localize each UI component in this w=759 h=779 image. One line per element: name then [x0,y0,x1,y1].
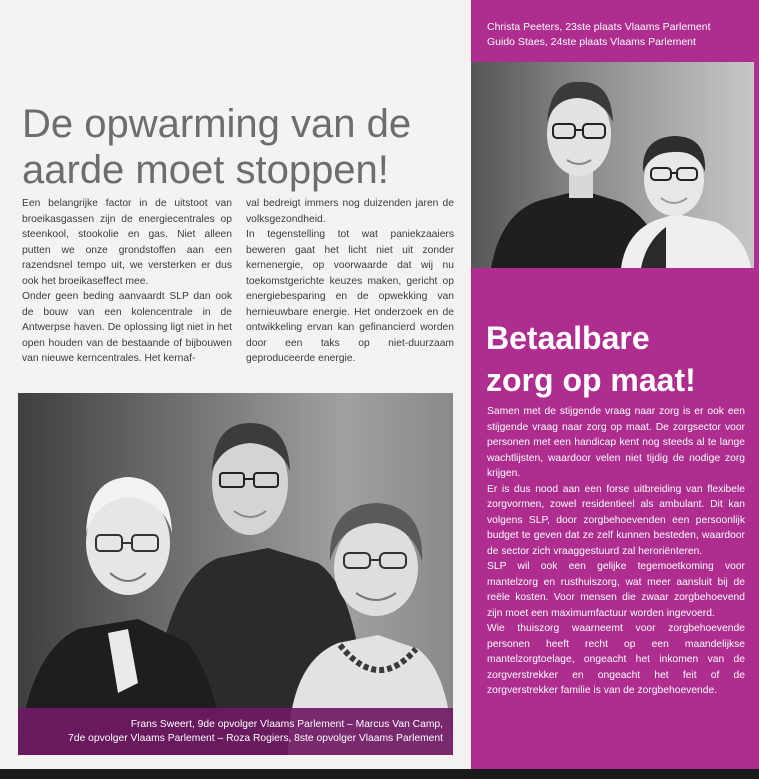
page-bottom-bar [0,769,759,779]
headline-line-1: De opwarming van de [22,101,412,146]
candidates-photo-right [471,62,754,268]
article-column-middle [246,196,454,367]
right-photo-caption-line-2: Guido Staes, 24ste plaats Vlaams Parlement [487,36,696,48]
article-column-left [22,196,232,367]
left-paragraph-1: Een belangrijke factor in de uitstoot van broeikasgassen zijn de energiecentrales op steenkool, stookolie en gas. Niet alleen putten we onze grondstoffen aan een razendsnel tempo uit, we versterken er dus ook het broeikaseffect mee. [22,198,232,287]
subhead-line-1: Betaalbare [486,319,650,356]
left-paragraph-2: Onder geen beding aanvaardt SLP dan ook de bouw van een kolencentrale in de Antwerpse haven. De oplossing ligt niet in het open houden van de bestaande of bijbouwen van nieuwe kerncentrales. Het kernaf- [22,291,232,364]
bottom-photo-caption-box [18,708,453,755]
right-subheading [486,317,746,401]
right-paragraph-4: Wie thuiszorg waarneemt voor zorgbehoevende personen heeft recht op een maandelijkse mantelzorgtoelage, ongeacht het inkomen van de zorgverstrekker en ongeacht het feit of de zorgverstrekker familie is van de zorgbehoevende. [487,623,745,696]
bottom-photo-caption [23,718,443,746]
headline-line-2: aarde moet stoppen! [22,147,389,192]
middle-paragraph-1: val bedreigt immers nog duizenden jaren de volksgezondheid. [246,198,454,225]
right-photo-caption [487,20,747,50]
portrait-two-people-image [471,62,754,268]
right-article-text [487,404,745,699]
right-paragraph-2: Er is dus nood aan een forse uitbreiding van flexibele zorgvormen, zowel residentieel als ambulant. Dit kan volgens SLP, door zorgbehoevenden een persoonlijk budget te geven dat ze zelf kunnen besteden, waardoor de sector zich vraaggestuurd zal heroriënteren. [487,483,745,557]
portrait-three-people-image [18,393,453,755]
candidates-photo-bottom [18,393,453,755]
subhead-line-2: zorg op maat! [486,361,696,398]
bottom-caption-line-1: Frans Sweert, 9de opvolger Vlaams Parlement – Marcus Van Camp, [130,719,443,730]
main-headline [22,101,462,193]
right-paragraph-1: Samen met de stijgende vraag naar zorg is er ook een stijgende vraag naar zorg op maat. De zorgsector voor personen met een handicap kent nog steeds al te lange wachtlijsten, waardoor velen niet tijdig de nodige zorg krijgen. [487,406,745,479]
middle-paragraph-2: In tegenstelling tot wat paniekzaaiers beweren gaat het licht niet uit zonder kernenergie, op voorwaarde dat wij nu toekomstgerichte keuzes maken, gericht op energiebesparing en de opwekking van hernieuwbare energie. Het onderzoek en de ontwikkeling ervan kan gefinancierd worden door een taks op niet-duurzaam geproduceerde energie. [246,229,454,364]
bottom-caption-line-2: 7de opvolger Vlaams Parlement – Roza Rogiers, 8ste opvolger Vlaams Parlement [68,733,443,744]
right-photo-caption-line-1: Christa Peeters, 23ste plaats Vlaams Parlement [487,21,711,33]
right-paragraph-3: SLP wil ook een gelijke tegemoetkoming voor mantelzorg en rusthuiszorg, wat meer aansluit bij de reële kosten. Voor mensen die zwaar zorgbehoevend zijn moet een maximumfactuur worden ingevoerd. [487,561,745,619]
